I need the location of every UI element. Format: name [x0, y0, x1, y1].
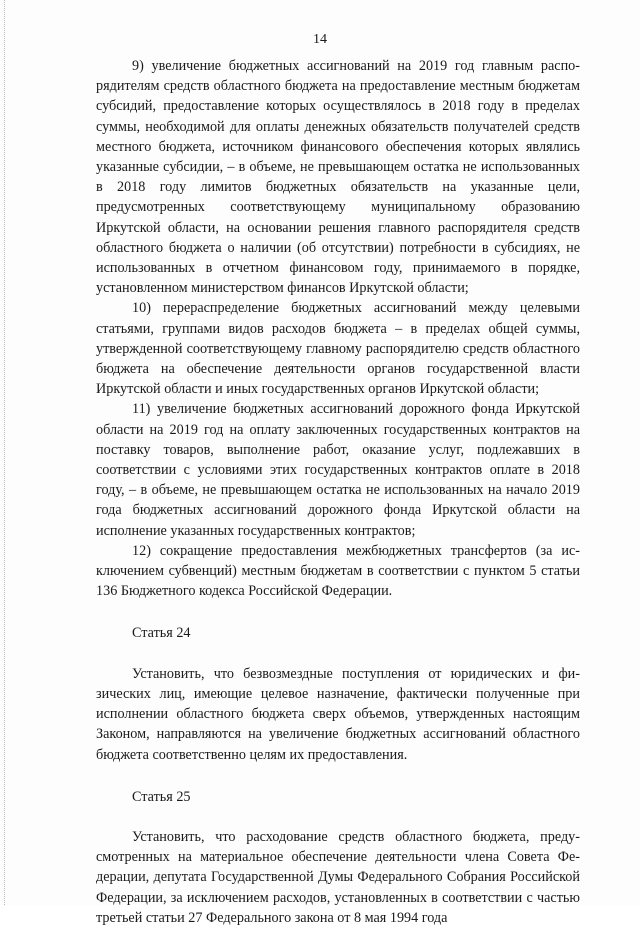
- article-25-heading: Статья 25: [132, 788, 191, 805]
- list-item-9: 9) увеличение бюджетных ассигнований на 2019 год главным распорядителям средств областного бюджета на предоставление местным бюджетам субсидий, предоставление которых осуществлялось в 2018 году в пределах суммы, необходимой для оплаты денежных обязательств получателей средств местного бюджета, источником финансового обеспечения которых являлись указанные субсидии, – в объеме, не превышающем остатка не использованных в 2018 году лимитов бюджетных обязательств на указанные цели, предусмотренных соответствующему муниципальному образованию Иркутской области, на основании решения главного распорядителя средств областного бюджета о наличии (об отсутствии) потребности в субсидиях, не использованных в отчетном финансовом году, принимаемого в порядке, установленном министерством финансов Иркутской области;: [96, 58, 580, 297]
- list-item-12: 12) сокращение предоставления межбюджетных трансфертов (за исключением субвенций) местным бюджетам в соответствии с пунктом 5 статьи 136 Бюджетного кодекса Российской Федерации.: [96, 542, 580, 600]
- list-item-11: 11) увеличение бюджетных ассигнований дорожного фонда Иркутской области на 2019 год на оплату заключенных государственных контрактов на поставку товаров, выполнение работ, оказание услуг, подлежавших в соответствии с условиями этих государственных контрактов оплате в 2018 году, – в объеме, не превышающем остатка не использованных на начало 2019 года бюджетных ассигнований дорожного фонда Иркутской области на исполнение указанных государственных контрактов;: [96, 401, 580, 539]
- document-body: [96, 56, 580, 928]
- article-24-heading: Статья 24: [132, 625, 191, 642]
- article-25-text: Установить, что расходование средств областного бюджета, предусмотренных на материальное обеспечение деятельности члена Совета Федерации, депутата Государственной Думы Федерального Собрания Российской Федерации, за исключением расходов, установленных в соответствии с частью третьей статьи 27 Федерального закона от 8 мая 1994 года: [96, 828, 580, 926]
- article-24-text: Установить, что безвозмездные поступления от юридических и физических лиц, имеющие целевое назначение, фактически полученные при исполнении областного бюджета сверх объемов, утвержденных настоящим Законом, направляются на увеличение бюджетных ассигнований областного бюджета соответственно целям их предоставления.: [96, 665, 580, 763]
- page-number: 14: [313, 32, 327, 47]
- scan-edge-line: [4, 0, 5, 905]
- list-item-10: 10) перераспределение бюджетных ассигнований между целевыми статьями, группами видов расходов бюджета – в пределах общей суммы, утвержденной соответствующему главному распорядителю средств областного бюджета на обеспечение деятельности органов государственной власти Иркутской области и иных государственных органов Иркутской области;: [96, 300, 580, 398]
